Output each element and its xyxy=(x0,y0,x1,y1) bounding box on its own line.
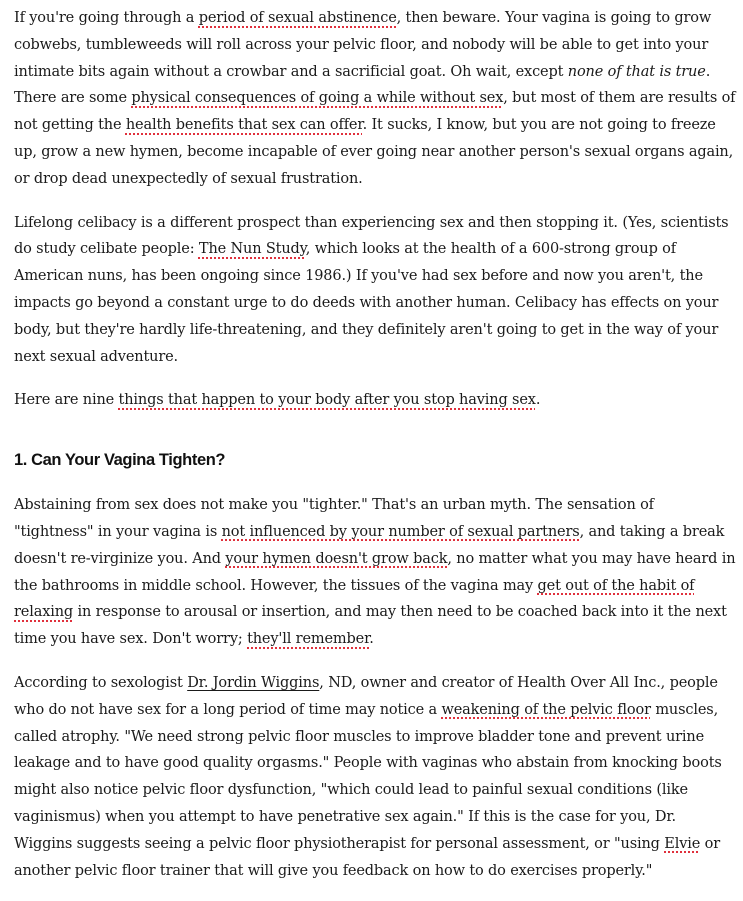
link-hymen[interactable]: your hymen doesn't grow back xyxy=(225,550,448,567)
text: muscles, called atrophy. "We need strong pelvic floor muscles to improve bladder tone and prevent urine leakage and to have good quality orgasms." People with vaginas who abstain from knocking boots might also notice pelvic floor dysfunction, "which could lead to painful sexual conditions (like vaginismus) when you attempt to have penetrative sex again." If this is the case for you, Dr. Wiggins suggests seeing a pelvic floor physiotherapist for personal assessment, or "using xyxy=(14,701,722,852)
text: , then beware. Your vagina is going to grow cobwebs, tumbleweeds will roll across your pelvic floor, and nobody will be able to get into your intimate bits again without a crowbar and a sacrificial goat. Oh wait, except xyxy=(14,10,712,80)
link-elvie[interactable]: Elvie xyxy=(664,835,701,852)
paragraph-list-intro xyxy=(14,387,736,414)
text: or another pelvic floor trainer that will give you feedback on how to do exercises properly." xyxy=(14,835,720,879)
link-things-that-happen[interactable]: things that happen to your body after you stop having sex xyxy=(118,392,536,409)
paragraph-intro xyxy=(14,5,736,193)
text: Here are nine xyxy=(14,392,119,409)
paragraph-celibacy xyxy=(14,210,736,371)
text: , and taking a break doesn't re-virginize you. And xyxy=(14,523,725,567)
paragraph-pelvic-floor xyxy=(14,670,736,884)
link-dr-jordin-wiggins[interactable]: Dr. Jordin Wiggins xyxy=(187,674,320,691)
paragraph-tightness xyxy=(14,492,736,653)
emphasis-text: none of that is true xyxy=(567,63,706,80)
text: . It sucks, I know, but you are not going to freeze up, grow a new hymen, become incapable of ever going near another person's sexual organs again, or drop dead unexpectedly of sexual frustration. xyxy=(14,117,734,187)
section-heading: 1. Can Your Vagina Tighten? xyxy=(14,451,226,470)
link-theyll-remember[interactable]: they'll remember xyxy=(247,631,370,648)
text: . There are some xyxy=(14,63,711,107)
link-nun-study[interactable]: The Nun Study xyxy=(198,241,306,258)
link-health-benefits[interactable]: health benefits that sex can offer xyxy=(125,117,363,134)
text: . xyxy=(535,392,541,409)
link-habit-of-relaxing[interactable]: get out of the habit of relaxing xyxy=(14,577,695,621)
text: , but most of them are results of not getting the xyxy=(14,90,736,134)
link-physical-consequences[interactable]: physical consequences of going a while without sex xyxy=(131,90,504,107)
article-body xyxy=(14,5,736,901)
text: Lifelong celibacy is a different prospect than experiencing sex and then stopping it. (Yes, scientists do study celibate people: xyxy=(14,214,729,258)
link-sexual-partners[interactable]: not influenced by your number of sexual partners xyxy=(221,523,580,540)
text: Abstaining from sex does not make you "tighter." That's an urban myth. The sensation of "tightness" in your vagina is xyxy=(14,497,654,540)
text: , ND, owner and creator of Health Over All Inc., people who do not have sex for a long period of time may notice a xyxy=(14,674,718,718)
text: , no matter what you may have heard in the bathrooms in middle school. However, the tissues of the vagina may xyxy=(14,550,736,594)
text: If you're going through a xyxy=(14,10,199,26)
text: . xyxy=(369,631,374,648)
text: According to sexologist xyxy=(14,674,188,691)
link-weakening-pelvic-floor[interactable]: weakening of the pelvic floor xyxy=(441,701,651,718)
text: in response to arousal or insertion, and may then need to be coached back into it the next time you have sex. Don't worry; xyxy=(14,604,727,648)
link-period-of-sexual-abstinence[interactable]: period of sexual abstinence xyxy=(198,10,397,26)
text: , which looks at the health of a 600-strong group of American nuns, has been ongoing since 1986.) If you've had sex before and now you aren't, the impacts go beyond a constant urge to do deeds with another human. Celibacy has effects on your body, but they're hardly life-threatening, and they definitely aren't going to get in the way of your next sexual adventure. xyxy=(14,241,719,365)
